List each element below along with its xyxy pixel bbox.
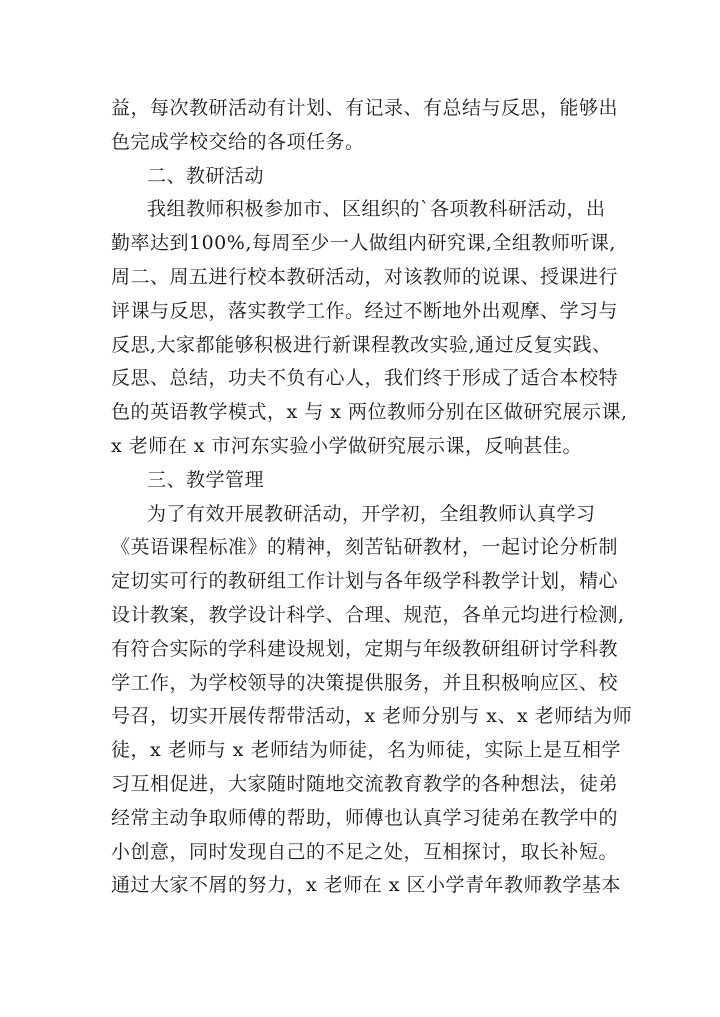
document-body: [111, 92, 633, 903]
text-line: 学工作，为学校领导的决策提供服务，并且积极响应区、校: [111, 671, 619, 694]
text-line: 号召，切实开展传帮带活动，x 老师分别与 x、x 老师结为师: [111, 705, 633, 728]
text-line: x 老师在 x 市河东实验小学做研究展示课，反响甚佳。: [111, 434, 583, 457]
text-line: 反思,大家都能够积极进行新课程教改实验,通过反复实践、: [111, 333, 612, 356]
text-line: 经常主动争取师傅的帮助，师傅也认真学习徒弟在教学中的: [111, 806, 619, 829]
text-line: 设计教案，教学设计科学、合理、规范，各单元均进行检测,: [111, 603, 625, 626]
paragraph-start: 为了有效开展教研活动，开学初，全组教师认真学习: [147, 502, 596, 525]
text-line: 徒，x 老师与 x 老师结为师徒，名为师徒，实际上是互相学: [111, 739, 622, 762]
section-heading: 三、教学管理: [147, 468, 265, 491]
text-line: 小创意，同时发现自己的不足之处，互相探讨，取长补短。: [111, 840, 619, 863]
text-line: 周二、周五进行校本教研活动，对该教师的说课、授课进行: [111, 265, 619, 288]
text-line: 定切实可行的教研组工作计划与各年级学科教学计划，精心: [111, 570, 619, 593]
text-line: 习互相促进，大家随时随地交流教育教学的各种想法，徒弟: [111, 772, 619, 795]
text-line: 色的英语教学模式，x 与 x 两位教师分别在区做研究展示课,: [111, 401, 628, 424]
text-line: 勤率达到100%,每周至少一人做组内研究课,全组教师听课,: [111, 232, 616, 255]
text-line: 《英语课程标准》的精神，刻苦钻研教材，一起讨论分析制: [111, 536, 619, 559]
text-line: 益，每次教研活动有计划、有记录、有总结与反思，能够出: [111, 97, 619, 119]
text-line: 色完成学校交给的各项任务。: [111, 130, 365, 153]
text-line: 反思、总结，功夫不负有心人，我们终于形成了适合本校特: [111, 367, 619, 390]
text-line: 通过大家不屑的努力，x 老师在 x 区小学青年教师教学基本: [111, 874, 622, 897]
text-line: 评课与反思，落实教学工作。经过不断地外出观摩、学习与: [111, 299, 619, 322]
text-line: 有符合实际的学科建设规划，定期与年级教研组研讨学科教: [111, 637, 619, 660]
section-heading: 二、教研活动: [147, 164, 265, 187]
paragraph-start: 我组教师积极参加市、区组织的`各项教科研活动，出: [147, 198, 606, 221]
